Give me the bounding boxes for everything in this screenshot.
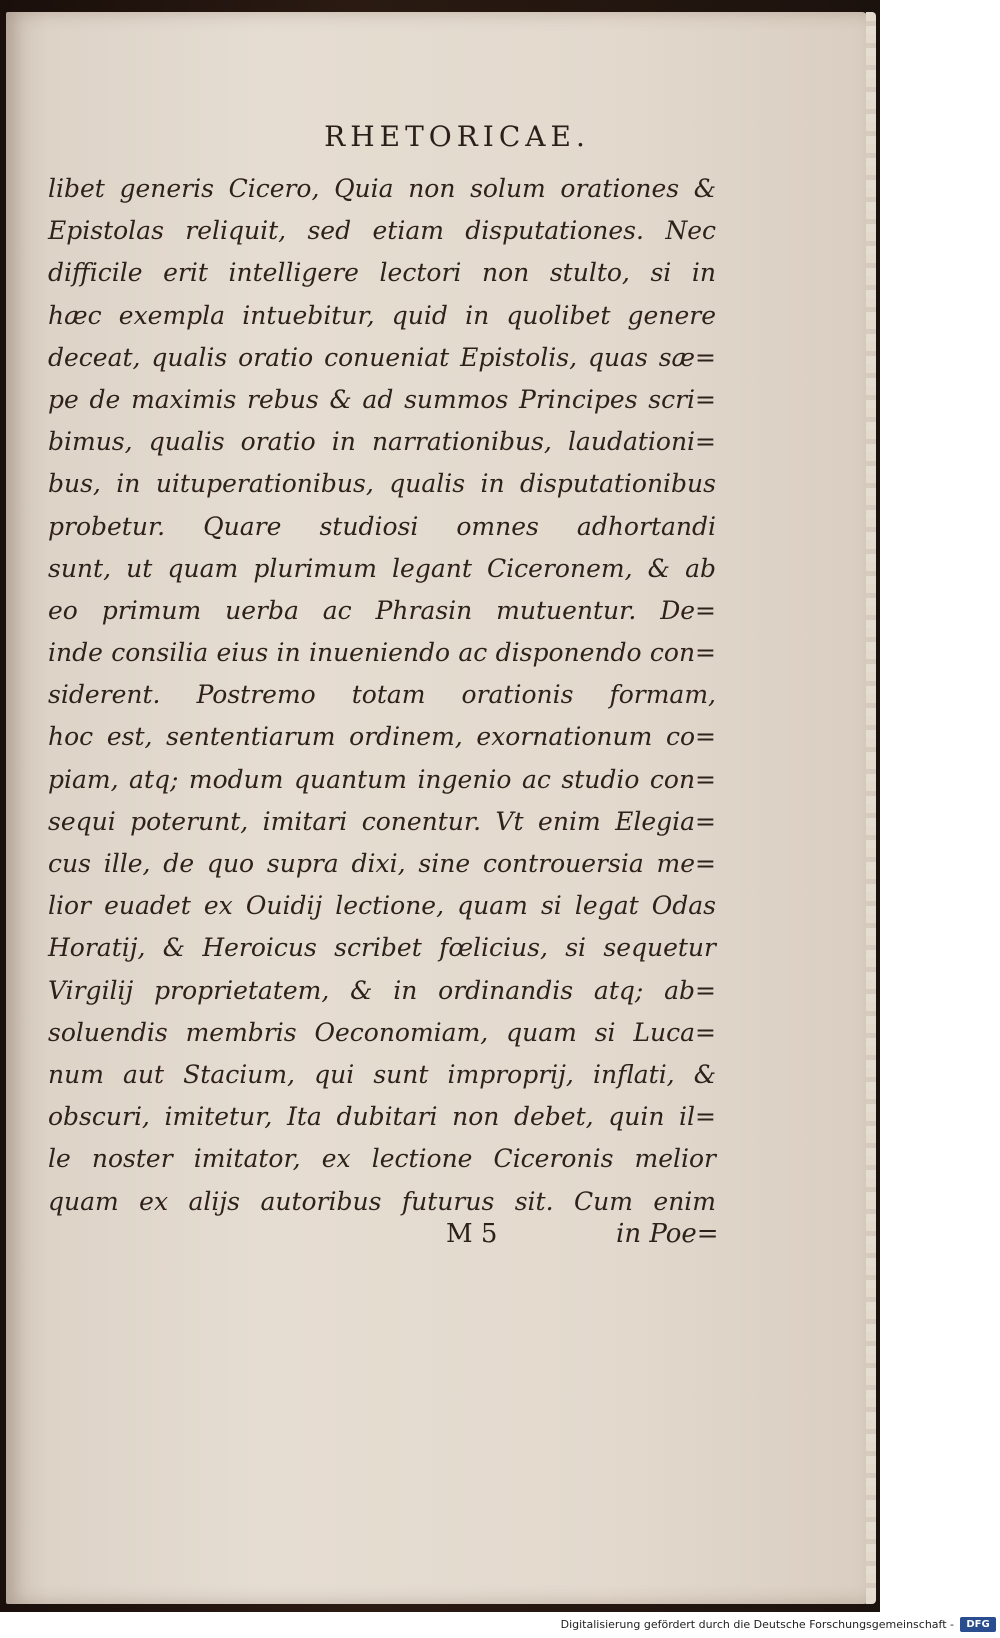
text-line: piam, atq; modum quantum ingenio ac studio con= <box>48 764 716 794</box>
text-line: hæc exempla intuebitur, quid in quolibet genere <box>48 300 716 330</box>
text-line: num aut Stacium, qui sunt improprij, inflati, & <box>48 1059 716 1089</box>
book-page <box>6 12 868 1604</box>
funding-credit: Digitalisierung gefördert durch die Deutsche Forschungsgemeinschaft - <box>560 1618 954 1631</box>
signature-mark: M 5 <box>446 1219 498 1249</box>
text-line: bus, in uituperationibus, qualis in disputationibus <box>48 469 716 499</box>
text-line: soluendis membris Oeconomiam, quam si Luca= <box>48 1017 716 1047</box>
text-line: Horatij, & Heroicus scribet fœlicius, si sequetur <box>48 933 716 963</box>
text-line: le noster imitator, ex lectione Ciceronis melior <box>48 1144 716 1174</box>
text-line: obscuri, imitetur, Ita dubitari non debet, quin il= <box>48 1102 716 1132</box>
dfg-logo-icon: DFG <box>960 1617 996 1632</box>
catchword: in Poe= <box>616 1219 719 1249</box>
text-line: quam ex alijs autoribus futurus sit. Cum enim <box>48 1186 716 1216</box>
text-line: libet generis Cicero, Quia non solum orationes & <box>48 174 716 203</box>
text-line: difficile erit intelligere lectori non stulto, si in <box>48 258 716 288</box>
text-line: siderent. Postremo totam orationis formam, <box>48 680 716 710</box>
text-line: sequi poterunt, imitari conentur. Vt enim Elegia= <box>48 806 716 836</box>
credit-bar <box>0 1612 1000 1638</box>
text-line: Epistolas reliquit, sed etiam disputationes. Nec <box>48 216 716 246</box>
text-line: probetur. Quare studiosi omnes adhortandi <box>48 511 716 541</box>
text-line: eo primum uerba ac Phrasin mutuentur. De= <box>48 595 716 625</box>
text-line: deceat, qualis oratio conueniat Epistolis, quas sæ= <box>48 342 716 372</box>
text-line: sunt, ut quam plurimum legant Ciceronem, & ab <box>48 553 716 583</box>
text-line: inde consilia eius in inueniendo ac disponendo con= <box>48 638 716 668</box>
text-line: cus ille, de quo supra dixi, sine controuersia me= <box>48 849 716 878</box>
text-line: hoc est, sententiarum ordinem, exornationum co= <box>48 722 716 752</box>
running-head: RHETORICAE. <box>324 120 590 153</box>
text-line: lior euadet ex Ouidij lectione, quam si legat Odas <box>48 891 716 921</box>
text-line: bimus, qualis oratio in narrationibus, laudationi= <box>48 427 716 457</box>
text-line: pe de maximis rebus & ad summos Principes scri= <box>48 384 716 414</box>
text-line: Virgilij proprietatem, & in ordinandis atq; ab= <box>48 975 716 1005</box>
text-block <box>48 168 716 1223</box>
